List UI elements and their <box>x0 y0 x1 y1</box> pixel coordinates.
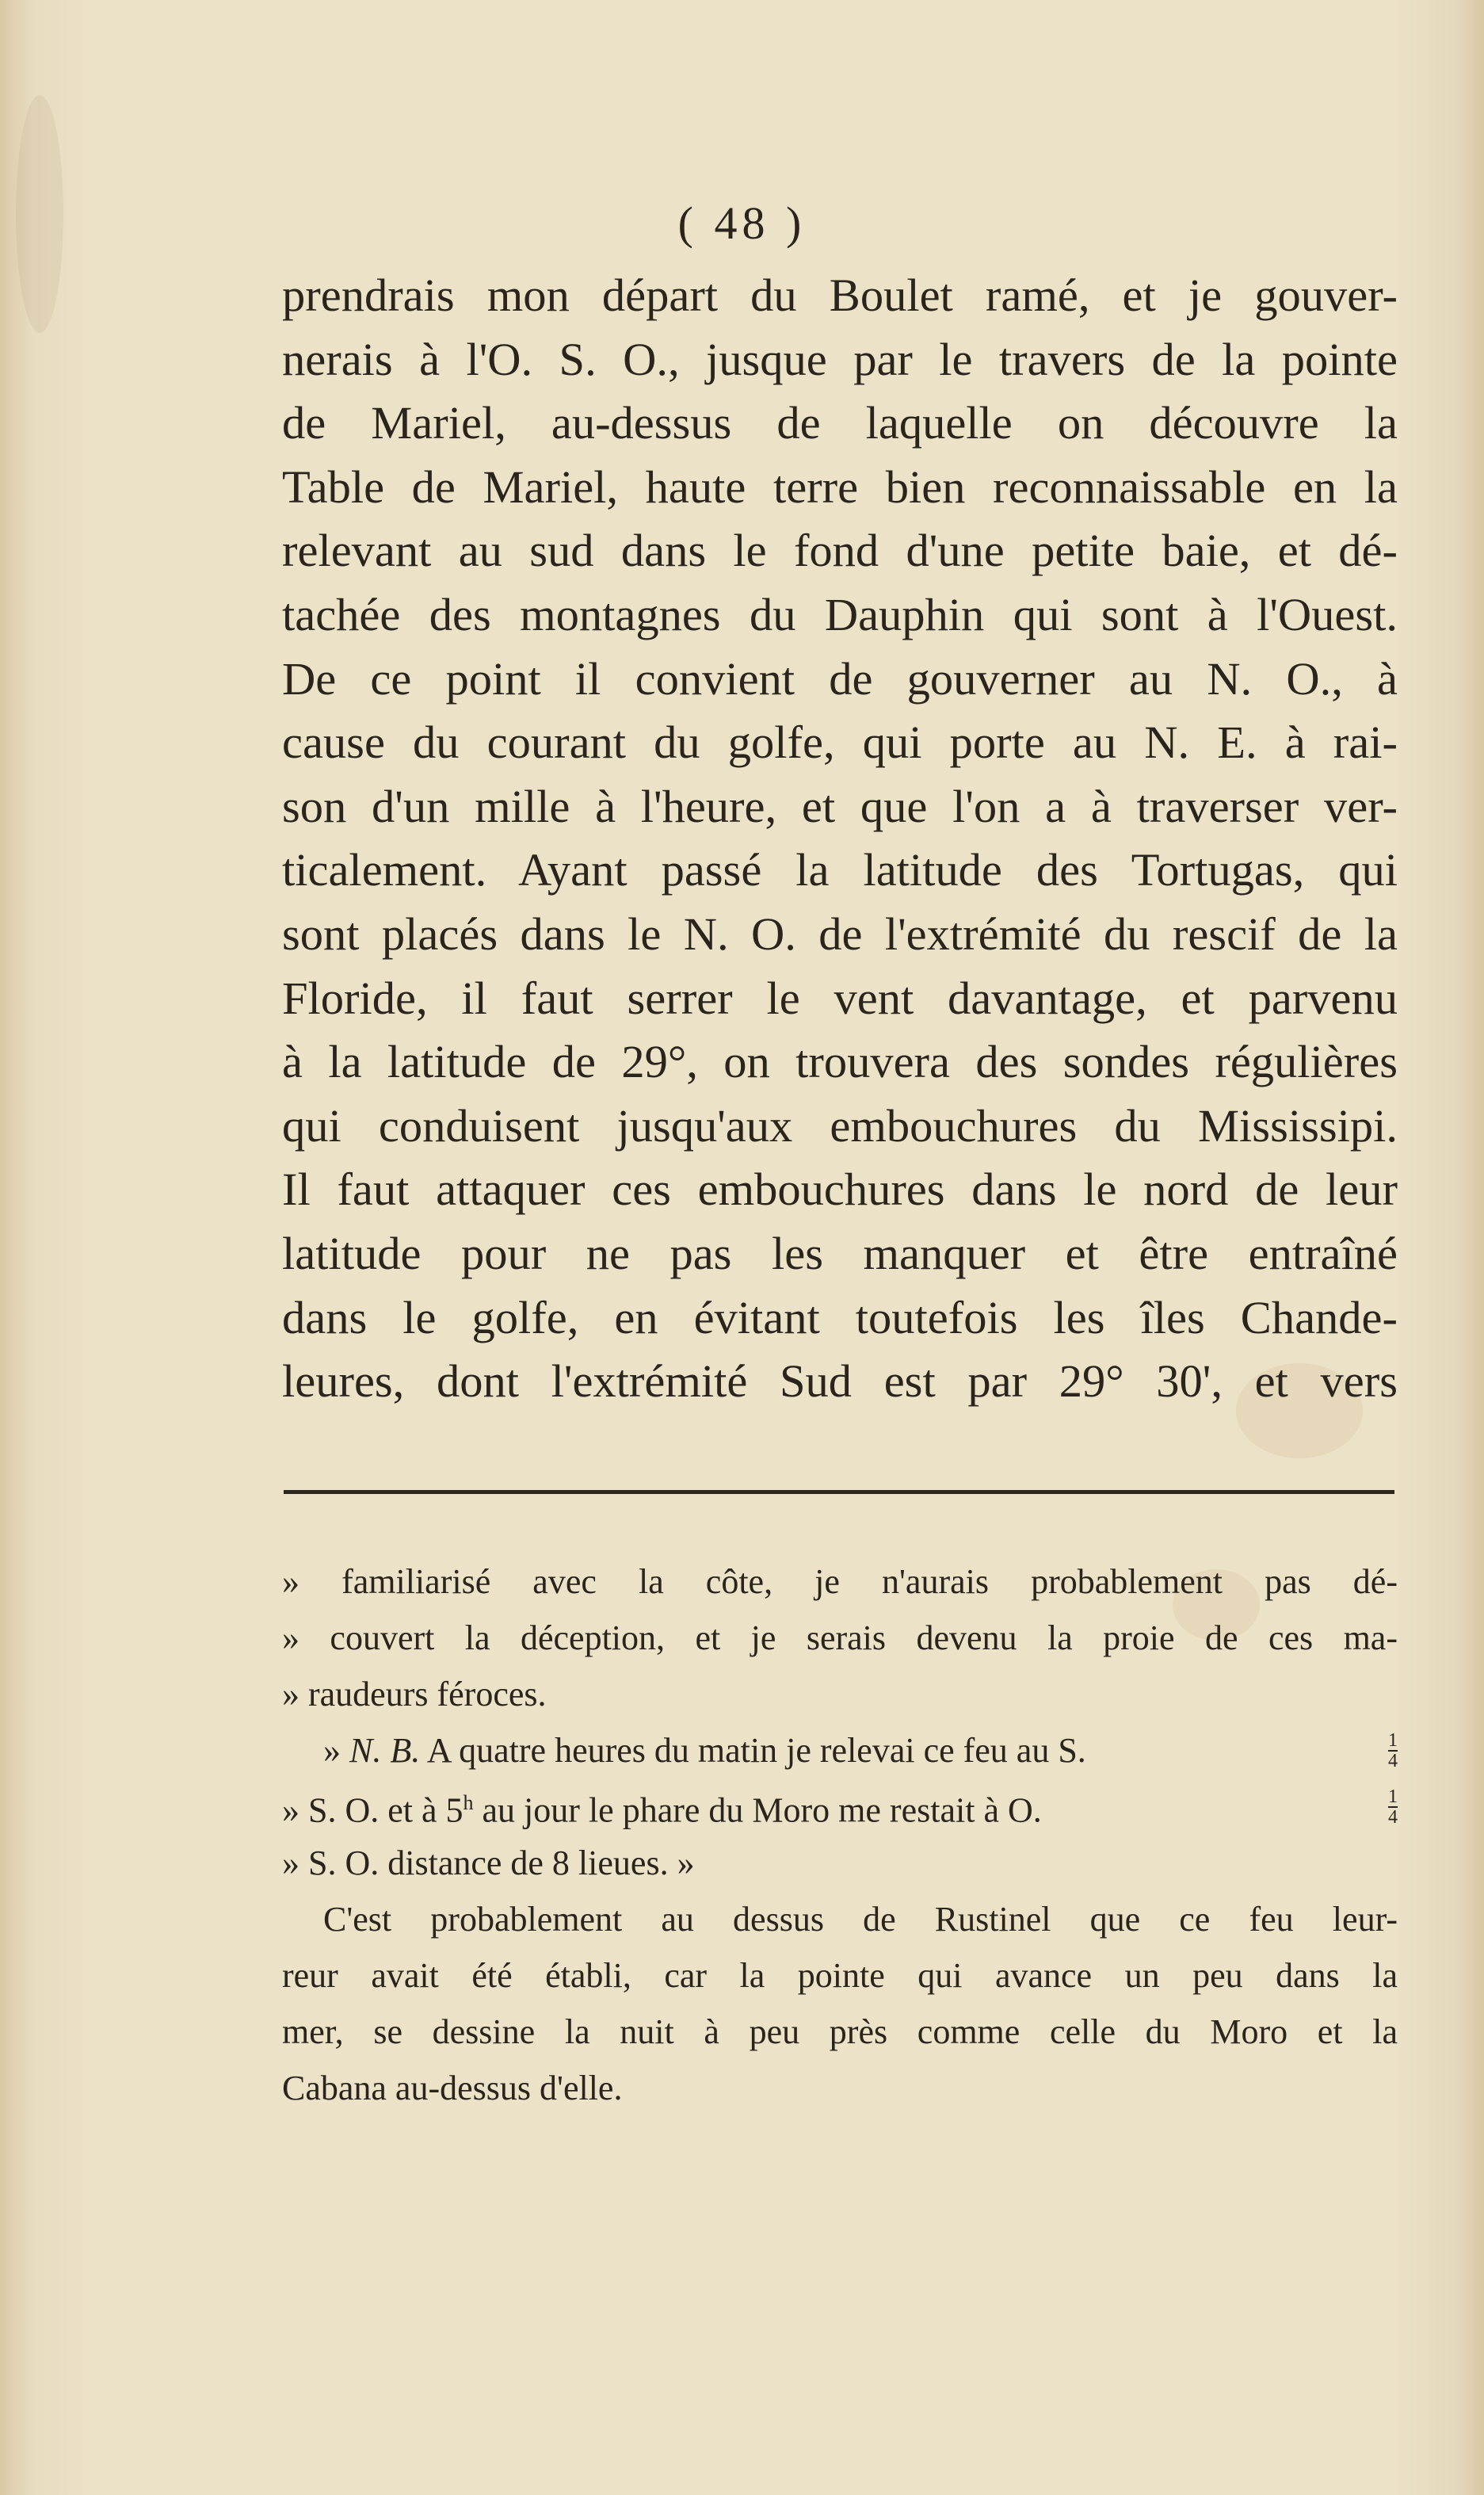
fraction-denominator: 4 <box>1388 1750 1398 1771</box>
footnote-nb-line <box>282 1722 1398 1779</box>
footnote-nb-text <box>323 1722 1086 1779</box>
footnote-line: » raudeurs féroces. <box>282 1675 547 1714</box>
fraction-denominator: 4 <box>1388 1806 1398 1828</box>
footnote-nb-line <box>282 1779 1398 1835</box>
text-line: De ce point il convient de gouverner au N. O., à <box>282 652 1398 705</box>
fraction-numerator: 1 <box>1388 1729 1398 1751</box>
footnote-comment-line: mer, se dessine la nuit à peu près comme celle du Moro et la <box>282 2012 1398 2051</box>
nb-abbreviation: N. B. <box>349 1731 421 1770</box>
footnote-line: » couvert la déception, et je serais devenu la proie de ces ma- <box>282 1618 1398 1657</box>
text-line: cause du courant du golfe, qui porte au N. E. à rai- <box>282 716 1398 769</box>
text-line: dans le golfe, en évitant toutefois les îles Chande- <box>282 1291 1398 1343</box>
footnote <box>282 1553 1398 2116</box>
footnote-nb-body: A quatre heures du matin je relevai ce feu au S. <box>420 1731 1086 1770</box>
text-line: qui conduisent jusqu'aux embouchures du Mississipi. <box>282 1099 1398 1152</box>
footnote-line: » familiarisé avec la côte, je n'aurais probablement pas dé- <box>282 1562 1398 1601</box>
hour-superscript: h <box>463 1791 474 1815</box>
footnote-nb-text <box>282 1775 1042 1839</box>
text-line: nerais à l'O. S. O., jusque par le travers de la pointe <box>282 333 1398 385</box>
text-line: prendrais mon départ du Boulet ramé, et je gouver- <box>282 269 1398 321</box>
text-line: Table de Mariel, haute terre bien reconnaissable en la <box>282 460 1398 513</box>
text-line: son d'un mille à l'heure, et que l'on a à traverser ver- <box>282 780 1398 832</box>
text-line: relevant au sud dans le fond d'une petite baie, et dé- <box>282 525 1398 577</box>
text-line: latitude pour ne pas les manquer et être entraîné <box>282 1227 1398 1279</box>
text-line: tachée des montagnes du Dauphin qui sont à l'Ouest. <box>282 588 1398 640</box>
footnote-comment-line: reur avait été établi, car la pointe qui avance un peu dans la <box>282 1956 1398 1995</box>
footnote-rule <box>284 1490 1394 1494</box>
fraction-one-quarter <box>1388 1787 1398 1827</box>
text-line: sont placés dans le N. O. de l'extrémité du rescif de la <box>282 907 1398 960</box>
footnote-nb-part: » S. O. et à 5 <box>282 1790 464 1830</box>
fraction-one-quarter <box>1388 1731 1398 1771</box>
page-number: ( 48 ) <box>677 197 807 249</box>
footnote-comment-line: Cabana au-dessus d'elle. <box>282 2069 623 2107</box>
main-text <box>282 264 1398 1414</box>
footnote-line: » S. O. distance de 8 lieues. » <box>282 1844 695 1882</box>
text-line: ticalement. Ayant passé la latitude des Tortugas, qui <box>282 844 1398 896</box>
text-line: de Mariel, au-dessus de laquelle on découvre la <box>282 397 1398 449</box>
footnote-comment-line: C'est probablement au dessus de Rustinel que ce feu leur- <box>323 1900 1398 1939</box>
text-line: Floride, il faut serrer le vent davantage, et parvenu <box>282 972 1398 1024</box>
footnote-nb-part: au jour le phare du Moro me restait à O. <box>473 1790 1042 1830</box>
text-line: leures, dont l'extrémité Sud est par 29° 30', et vers <box>282 1355 1398 1408</box>
footnote-quote-mark: » <box>323 1731 349 1770</box>
text-line: à la latitude de 29°, on trouvera des sondes régulières <box>282 1036 1398 1088</box>
fraction-numerator: 1 <box>1388 1786 1398 1807</box>
text-line: Il faut attaquer ces embouchures dans le nord de leur <box>282 1163 1398 1216</box>
